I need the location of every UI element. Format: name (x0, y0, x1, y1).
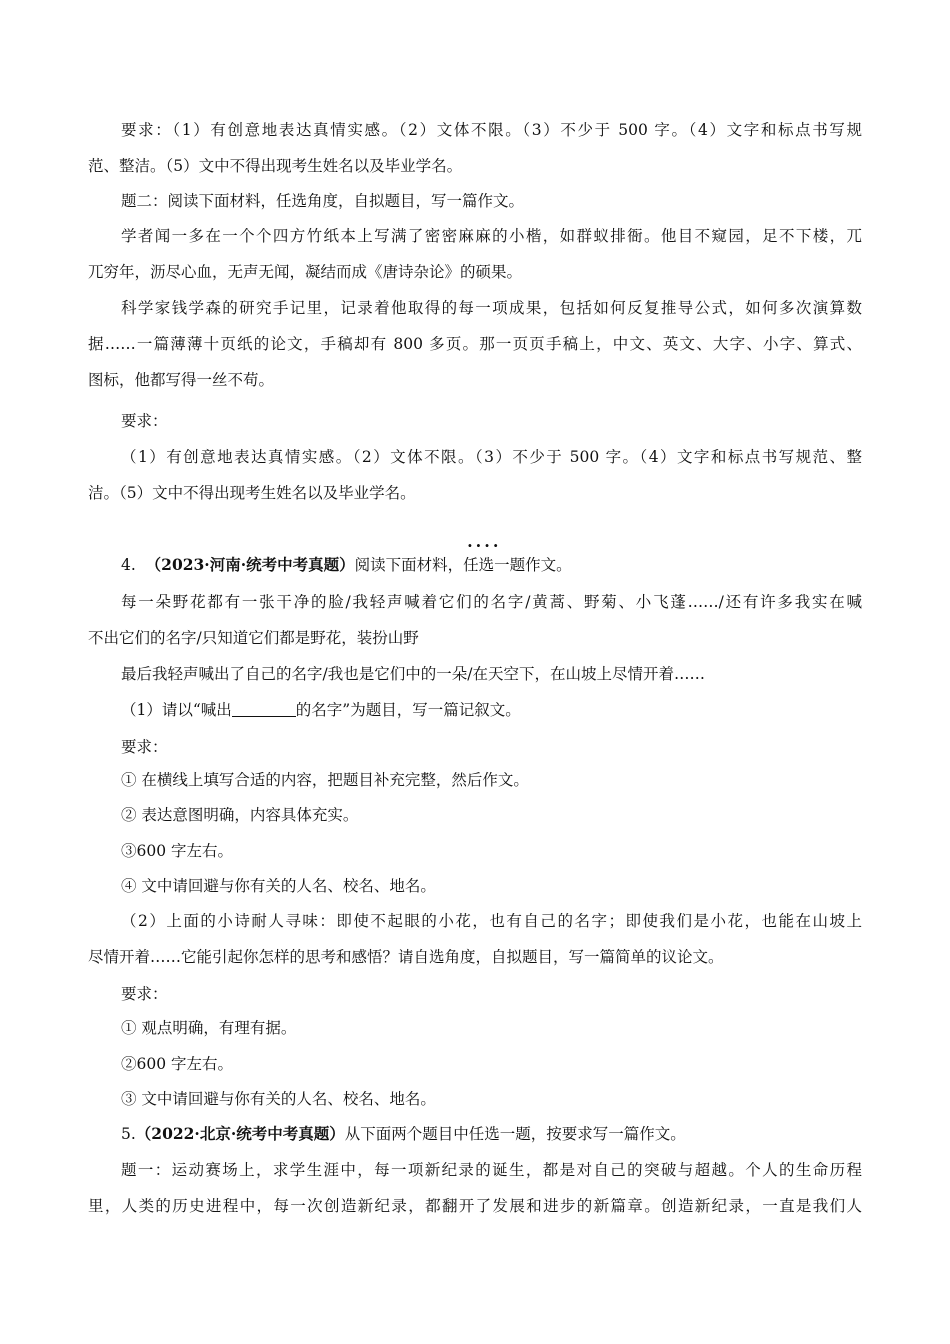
requirement-list-line-2: 洁。（5）文中不得出现考生姓名以及毕业学名。 (88, 484, 416, 502)
task-1-prompt-end: 的名字”为题目，写一篇记叙文。 (295, 701, 521, 719)
task-2-prompt-line-1: （2）上面的小诗耐人寻味：即使不起眼的小花，也有自己的名字；即使我们是小花，也能在山坡上 (121, 912, 862, 930)
task-1-requirement-2: ② 表达意图明确，内容具体充实。 (121, 806, 359, 824)
task-1-requirement-label: 要求： (121, 738, 168, 756)
topic-two-heading: 题二：阅读下面材料，任选角度，自拟题目，写一篇作文。 (121, 192, 525, 210)
task-2-prompt-line-2: 尽情开着……它能引起你怎样的思考和感悟？请自选角度，自拟题目，写一篇简单的议论文。 (88, 948, 724, 966)
question-intro: 从下面两个题目中任选一题，按要求写一篇作文。 (344, 1125, 686, 1143)
task-1-requirement-1: ① 在横线上填写合适的内容，把题目补充完整，然后作文。 (121, 771, 529, 789)
material-paragraph-2-line-2: 据……一篇薄薄十页纸的论文，手稿却有 800 多页。那一页页手稿上，中文、英文、大字、小字、算式、 (88, 335, 862, 353)
task-1-requirement-4: ④ 文中请回避与你有关的人名、校名、地名。 (121, 877, 436, 895)
requirement-line-2: 范、整洁。（5）文中不得出现考生姓名以及毕业学名。 (88, 157, 463, 175)
poem-line-3: 最后我轻声喊出了自己的名字/我也是它们中的一朵/在天空下，在山坡上尽情开着…… (121, 665, 705, 683)
task-2-requirement-label: 要求： (121, 985, 168, 1003)
task-1-prompt-start: （1）请以“喊出 (121, 701, 232, 719)
material-paragraph-1-line-2: 兀穷年，沥尽心血，无声无闻，凝结而成《唐诗杂论》的硕果。 (88, 263, 523, 281)
requirement-line-1: 要求：（1）有创意地表达真情实感。（2）文体不限。（3）不少于 500 字。（4）文字和标点书写规 (121, 121, 862, 139)
requirement-list-line-1: （1）有创意地表达真情实感。（2）文体不限。（3）不少于 500 字。（4）文字和标点书写规范、整 (121, 448, 862, 466)
question-source: （2023·河南·统考中考真题） (145, 555, 355, 574)
material-paragraph-2-line-1: 科学家钱学森的研究手记里，记录着他取得的每一项成果，包括如何反复推导公式，如何多次演算数 (121, 299, 862, 317)
question-number: 4. (121, 556, 136, 574)
poem-line-1: 每一朵野花都有一张干净的脸/我轻声喊着它们的名字/黄蒿、野菊、小飞蓬……/还有许多我实在喊 (121, 593, 862, 611)
poem-line-2: 不出它们的名字/只知道它们都是野花，装扮山野 (88, 629, 419, 647)
question-intro-end: 作文。 (525, 556, 572, 574)
emphasized-text: ···· 任选一题 (463, 553, 525, 575)
fill-in-blank (232, 701, 296, 718)
material-paragraph-2-line-3: 图标，他都写得一丝不苟。 (88, 371, 275, 389)
q5-topic-1-line-1: 题一：运动赛场上，求学生涯中，每一项新纪录的诞生，都是对自己的突破与超越。个人的生命历程 (121, 1161, 862, 1179)
task-2-requirement-1: ① 观点明确，有理有据。 (121, 1019, 297, 1037)
question-number: 5. (121, 1125, 136, 1143)
task-2-requirement-2: ②600 字左右。 (121, 1055, 234, 1073)
question-intro: 阅读下面材料， (354, 556, 464, 574)
question-5-heading (121, 1122, 686, 1144)
requirement-label: 要求： (121, 412, 168, 430)
question-source: （2022·北京·统考中考真题） (135, 1124, 345, 1143)
q5-topic-1-line-2: 里，人类的历史进程中，每一次创造新纪录，都翻开了发展和进步的新篇章。创造新纪录，一直是我们人 (88, 1197, 862, 1215)
task-1-prompt (121, 698, 521, 720)
task-2-requirement-3: ③ 文中请回避与你有关的人名、校名、地名。 (121, 1090, 436, 1108)
task-1-requirement-3: ③600 字左右。 (121, 842, 234, 860)
question-4-heading (121, 553, 572, 575)
material-paragraph-1-line-1: 学者闻一多在一个个四方竹纸本上写满了密密麻麻的小楷，如群蚁排衙。他目不窥园，足不下楼，兀 (121, 227, 862, 245)
